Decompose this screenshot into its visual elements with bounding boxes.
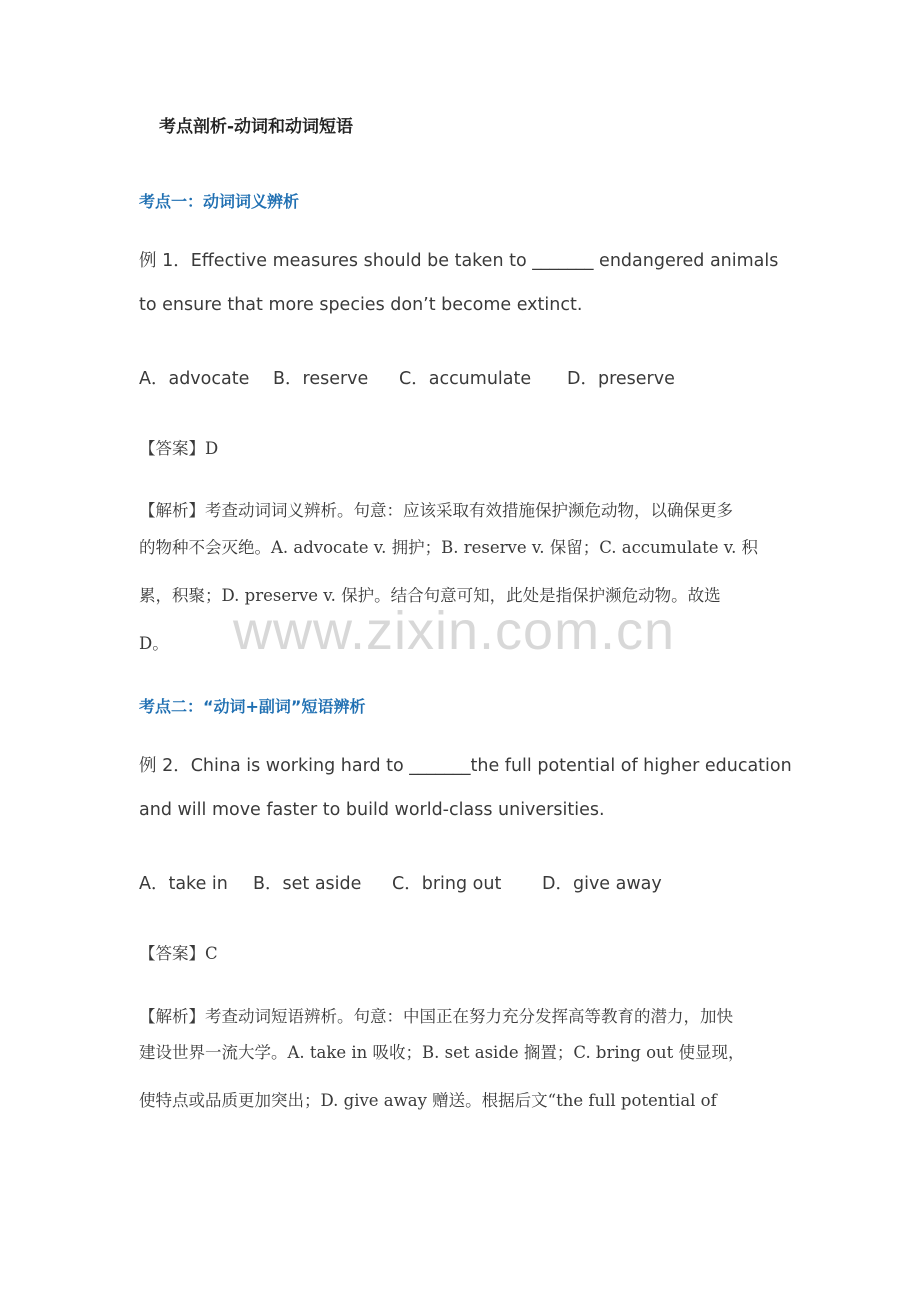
- option-d: D．give away: [542, 874, 662, 894]
- analysis-1-line-2: 的物种不会灭绝。A. advocate v. 拥护；B. reserve v. 保留；C. accumulate v. 积: [139, 538, 759, 557]
- document-title: 考点剖析-动词和动词短语: [159, 117, 354, 137]
- question-2-line-2: and will move faster to build world-class universities.: [139, 800, 605, 820]
- section-heading-2: 考点二：“动词+副词”短语辨析: [139, 697, 366, 716]
- question-1-line-1: 例 1．Effective measures should be taken to _______ endangered animals: [139, 251, 779, 271]
- option-b: B．reserve: [273, 369, 369, 389]
- analysis-1-line-4: D。: [139, 634, 169, 653]
- analysis-1-line-1: 【解析】考查动词词义辨析。句意：应该采取有效措施保护濒危动物，以确保更多: [139, 501, 733, 520]
- option-a: A．take in: [139, 874, 228, 894]
- section-heading-1: 考点一：动词词义辨析: [139, 192, 300, 211]
- option-b: B．set aside: [253, 874, 362, 894]
- watermark: www.zixin.com.cn: [233, 601, 676, 661]
- question-2-line-1: 例 2．China is working hard to _______the full potential of higher education: [139, 756, 792, 776]
- question-1-options: [139, 365, 839, 389]
- option-a: A．advocate: [139, 369, 250, 389]
- question-1-line-2: to ensure that more species don’t become extinct.: [139, 295, 583, 315]
- analysis-2-line-1: 【解析】考查动词短语辨析。句意：中国正在努力充分发挥高等教育的潜力，加快: [139, 1007, 733, 1026]
- option-c: C．bring out: [392, 874, 502, 894]
- option-d: D．preserve: [567, 369, 675, 389]
- answer-2: 【答案】C: [139, 944, 218, 963]
- analysis-2-line-2: 建设世界一流大学。A. take in 吸收；B. set aside 搁置；C. bring out 使显现，: [139, 1043, 745, 1062]
- answer-1: 【答案】D: [139, 439, 219, 458]
- question-2-options: [139, 870, 839, 894]
- analysis-2-line-3: 使特点或品质更加突出；D. give away 赠送。根据后文“the full potential of: [139, 1091, 717, 1110]
- option-c: C．accumulate: [399, 369, 532, 389]
- analysis-1-line-3: 累，积聚；D. preserve v. 保护。结合句意可知，此处是指保护濒危动物。故选: [139, 586, 721, 605]
